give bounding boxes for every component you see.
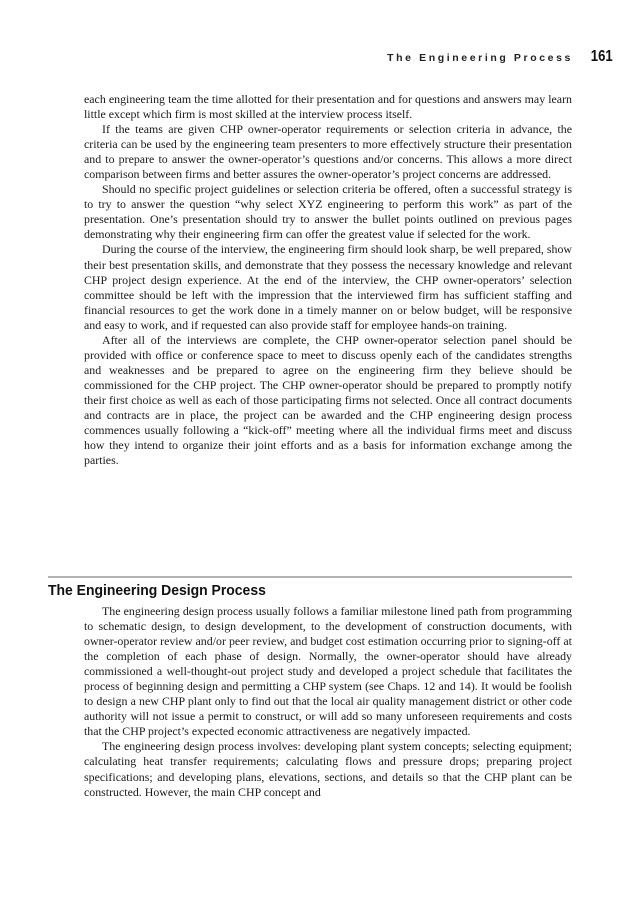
paragraph: During the course of the interview, the engineering firm should look sharp, be well prepared, show their best presentation skills, and demonstrate that they possess the necessary knowledge and relevant CHP project design experience. At the end of the interview, the CHP owner-operators’ selection committee should be left with the impression that the interviewed firm has sufficient staffing and financial resources to get the work done in a timely manner on or below budget, will be responsive and easy to work, and if requested can also provide staff for employee hands-on training.: [84, 242, 572, 332]
section-body-continued: [84, 92, 572, 468]
running-title: The Engineering Process: [387, 52, 573, 64]
paragraph: each engineering team the time allotted for their presentation and for questions and answers may learn little except which firm is most skilled at the interview process itself.: [84, 92, 572, 122]
paragraph: Should no specific project guidelines or selection criteria be offered, often a successful strategy is to try to answer the question “why select XYZ engineering to perform this work” as part of the presentation. One’s presentation should try to answer the bullet points outlined on previous pages demonstrating why their engineering firm can offer the greatest value if selected for the work.: [84, 182, 572, 242]
paragraph: The engineering design process usually follows a familiar milestone lined path from programming to schematic design, to design development, to the development of construction documents, with owner-operator review and/or peer review, and budget cost estimation occurring prior to signing-off at the completion of each phase of design. Normally, the owner-operator should have already commissioned a well-thought-out project study and developed a project schedule that facilitates the process of beginning design and permitting a CHP system (see Chaps. 12 and 14). It would be foolish to design a new CHP plant only to find out that the local air quality management district or other code authority will not issue a permit to construct, or will add so many unforeseen requirements and costs that the CHP project’s expected economic attractiveness are negatively impacted.: [84, 604, 572, 739]
section-heading: The Engineering Design Process: [48, 582, 266, 599]
running-header: [0, 48, 621, 70]
paragraph: The engineering design process involves: developing plant system concepts; selecting equipment; calculating heat transfer requirements; calculating flows and pressure drops; preparing project specifications; and developing plans, elevations, sections, and details so that the CHP plant can be constructed. However, the main CHP concept and: [84, 739, 572, 799]
page-number: 161: [591, 48, 613, 65]
section-body: [84, 604, 572, 800]
paragraph: After all of the interviews are complete, the CHP owner-operator selection panel should be provided with office or conference space to meet to discuss openly each of the candidates strengths and weaknesses and be prepared to agree on the engineering firm they believe should be commissioned for the CHP project. The CHP owner-operator should be prepared to promptly notify their first choice as well as each of those participating firms not selected. Once all contract documents and contracts are in place, the project can be awarded and the CHP engineering design process commences usually following a “kick-off” meeting where all the individual firms meet and discuss how they intend to organize their joint efforts and as a basis for information exchange among the parties.: [84, 332, 572, 468]
paragraph: If the teams are given CHP owner-operator requirements or selection criteria in advance, the criteria can be used by the engineering team presenters to more effectively structure their presentation and to prepare to answer the owner-operator’s questions and/or concerns. This allows a more direct comparison between firms and better assures the owner-operator’s project concerns are addressed.: [84, 122, 572, 182]
section-divider: [48, 576, 572, 578]
